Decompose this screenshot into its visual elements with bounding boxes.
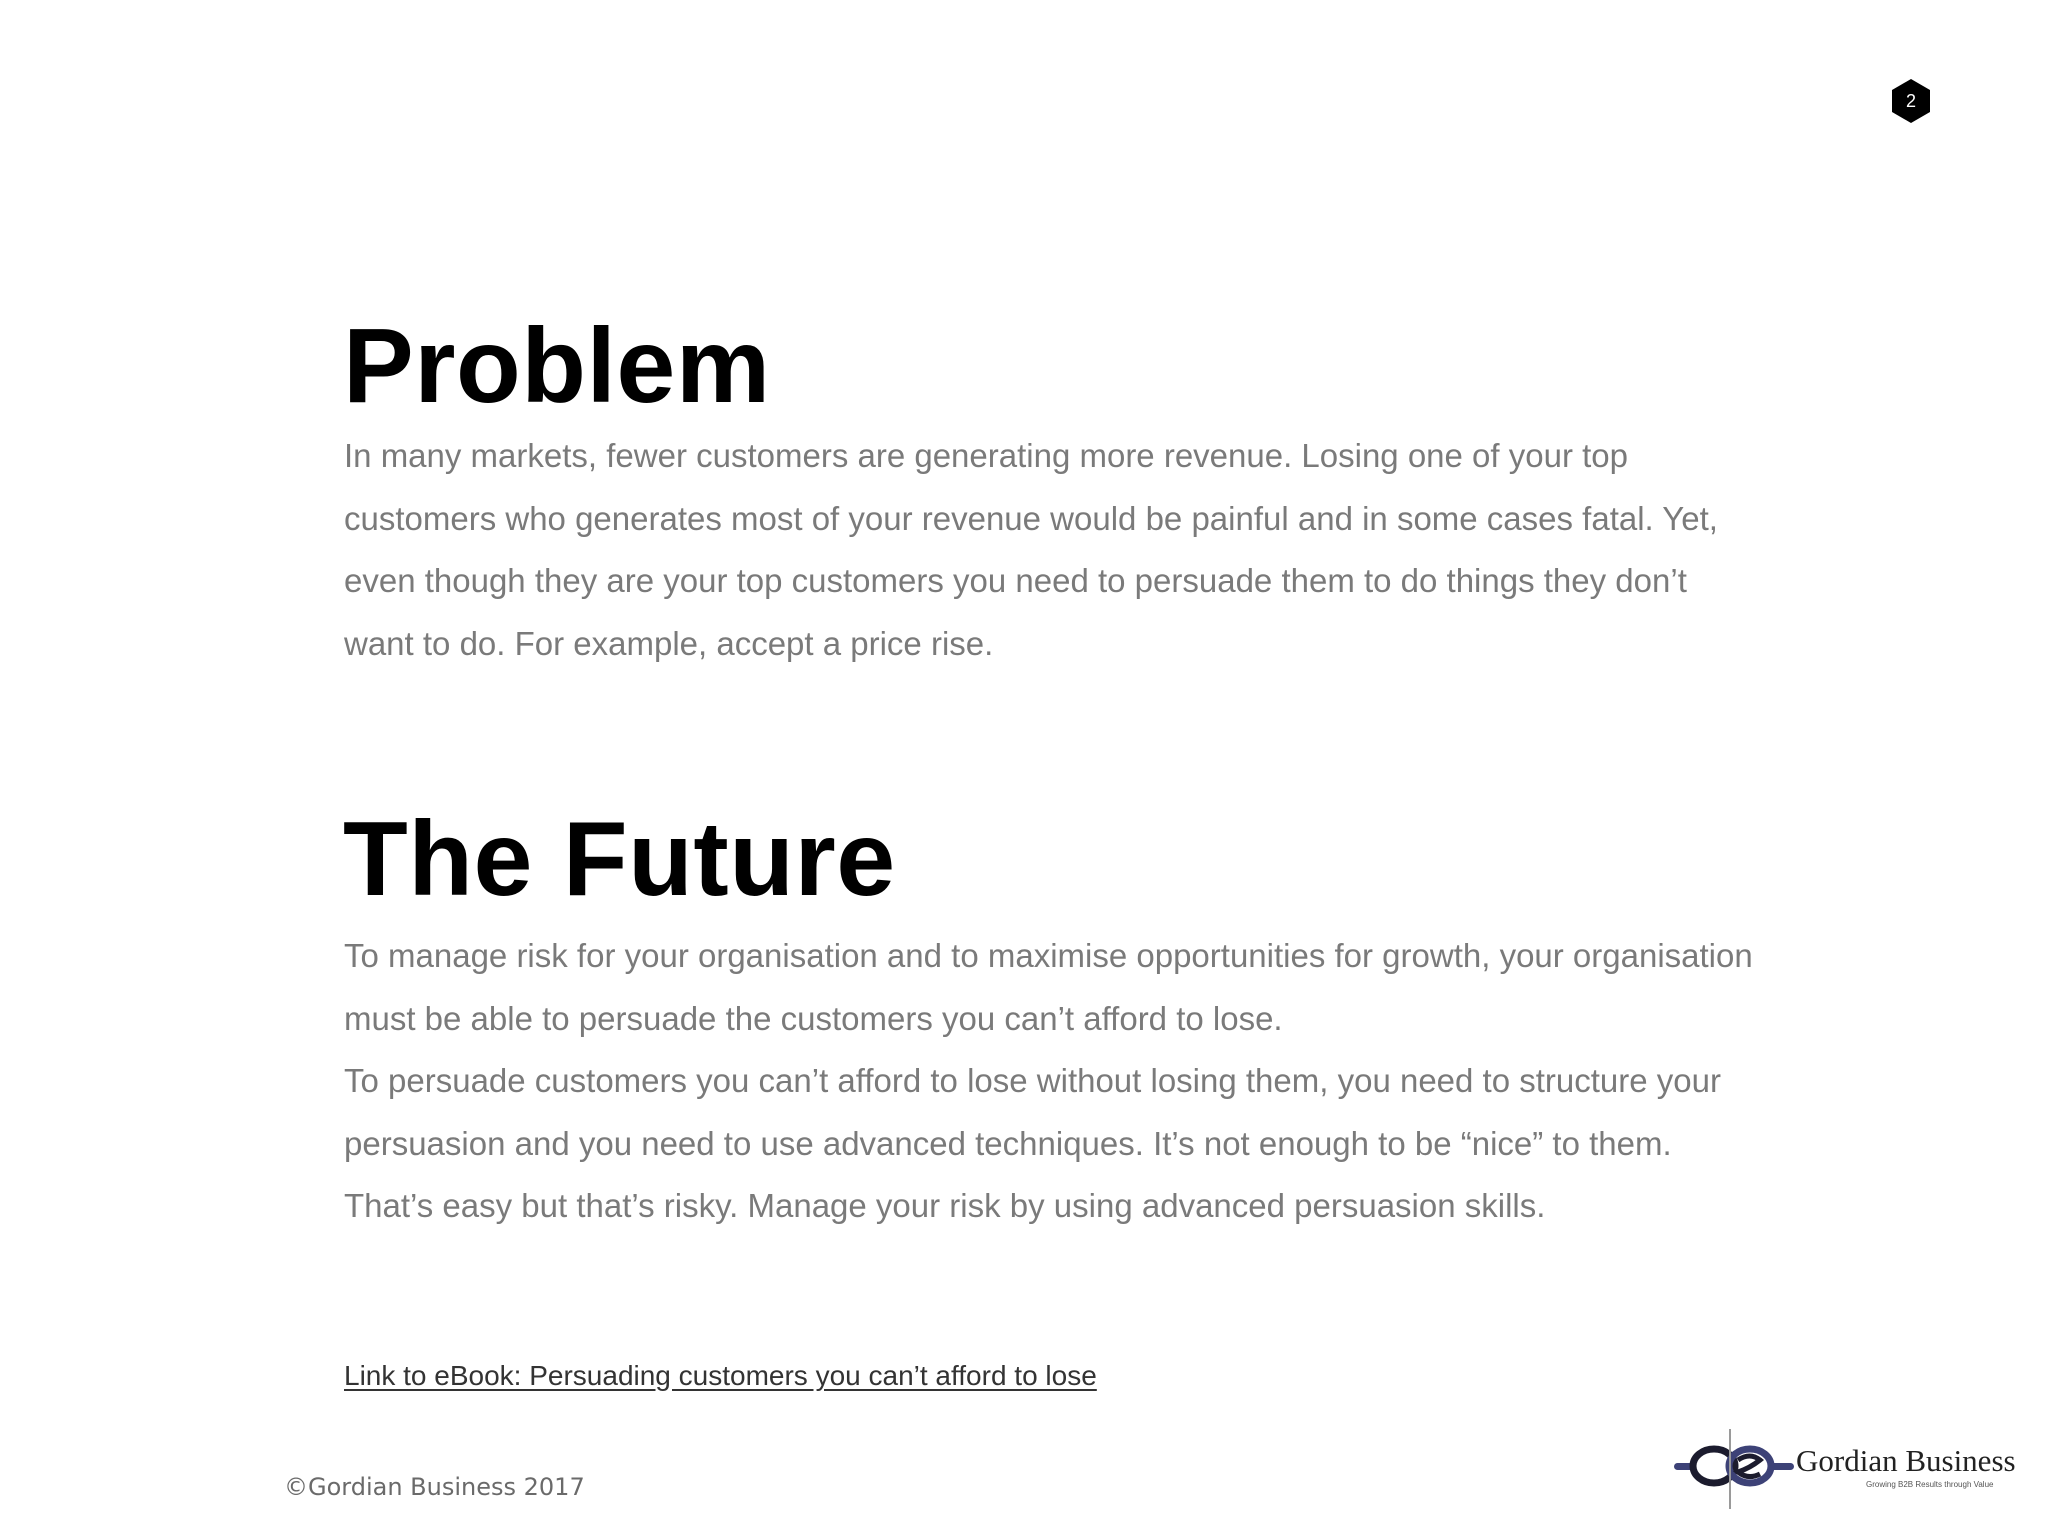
- page-number: 2: [1905, 91, 1916, 111]
- company-logo: [1672, 1424, 2022, 1514]
- problem-heading: Problem: [343, 307, 771, 425]
- ebook-link[interactable]: Link to eBook: Persuading customers you can’t afford to lose: [344, 1360, 1097, 1391]
- future-body: [344, 925, 1764, 1238]
- gordian-logo-icon: [1672, 1424, 1796, 1514]
- future-heading: The Future: [343, 800, 896, 918]
- page-number-badge: [1888, 78, 1934, 124]
- copyright-text: ©Gordian Business 2017: [284, 1473, 585, 1501]
- problem-body: [344, 425, 1764, 675]
- logo-name: Gordian Business: [1796, 1443, 2016, 1478]
- future-paragraph-2: To persuade customers you can’t afford to lose without losing them, you need to structure your persuasion and you need to use advanced techniques. It’s not enough to be “nice” to them. That’s easy but that’s risky. Manage your risk by using advanced persuasion skills.: [344, 1062, 1721, 1224]
- future-paragraph-1: To manage risk for your organisation and to maximise opportunities for growth, your organisation must be able to persuade the customers you can’t afford to lose.: [344, 937, 1753, 1037]
- problem-paragraph: In many markets, fewer customers are generating more revenue. Losing one of your top customers who generates most of your revenue would be painful and in some cases fatal. Yet, even though they are your top customers you need to persuade them to do things they don’t want to do. For example, accept a price rise.: [344, 437, 1718, 662]
- logo-tagline: Growing B2B Results through Value: [1866, 1480, 1994, 1489]
